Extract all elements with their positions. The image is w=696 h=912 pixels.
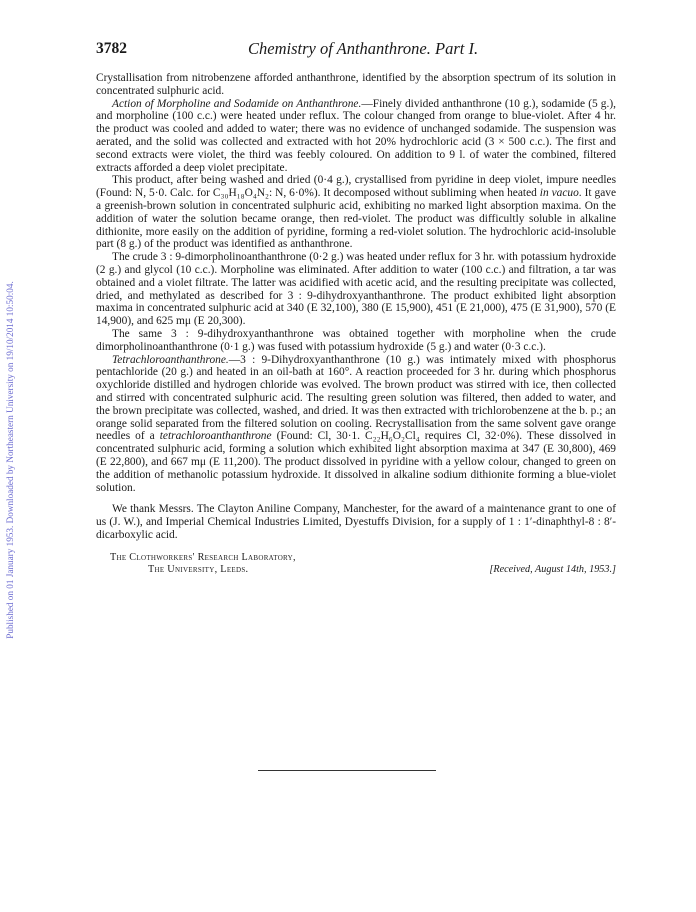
acknowledgements: We thank Messrs. The Clayton Aniline Company, Manchester, for the award of a maintenance grant to one of us (J. W.), and Imperial Chemical Industries Limited, Dyestuffs Division, for a supply of 1 : 1′-dinaphthyl-8 : 8′-dicarboxylic acid. [96, 503, 616, 541]
journal-page [96, 40, 616, 582]
paragraph-morpholine-sodamide [96, 98, 616, 175]
running-title: Chemistry of Anthanthrone. Part I. [248, 39, 479, 58]
received-date: [Received, August 14th, 1953.] [489, 563, 616, 575]
paragraph-tetrachloro [96, 354, 616, 495]
paragraph-crystallisation: Crystallisation from nitrobenzene afforded anthanthrone, identified by the absorption spectrum of its solution in concentrated sulphuric acid. [96, 72, 616, 97]
paragraph-dihydroxy: The same 3 : 9-dihydroxyanthanthrone was obtained together with morpholine when the crude dimorpholinoanthanthrone (0·1 g.) was fused with potassium hydroxide (5 g.) and water (0·3 c.c.). [96, 327, 616, 353]
laboratory-name: The Clothworkers' Research Laboratory, [110, 551, 296, 563]
university-name: The University, Leeds. [148, 563, 249, 575]
download-watermark [2, 170, 18, 750]
watermark-text: Published on 01 January 1953. Downloaded by Northeastern University on 19/10/2014 10:50:04. [5, 281, 15, 639]
page-number: 3782 [96, 40, 127, 57]
paragraph-product-washed [96, 174, 616, 251]
paragraph-text: This product, after being washed and dried (0·4 g.), crystallised from pyridine in deep violet, impure needles (Found: N, 5·0. Calc. for C₃₀H₁₈O₄N₂: N, 6·0%). It decomposed without subliming when heated [96, 174, 616, 200]
paragraph-crude-dimorpholino: The crude 3 : 9-dimorpholinoanthanthrone (0·2 g.) was heated under reflux for 3 hr. with potassium hydroxide (2 g.) and glycol (10 c.c.). Morpholine was eliminated. After addition to water (100 c.c.) and filtration, a tar was obtained and a violet filtrate. The latter was acidified with acetic acid, and the resulting precipitate was collected, dried, and methylated as described for 3 : 9-dihydroxyanthanthrone. The product exhibited light absorption maxima in concentrated sulphuric acid at 340 (E 32,100), 380 (E 15,900), 451 (E 21,000), 475 (E 31,900), 570 (E 14,900), and 625 mμ (E 20,300). [96, 251, 616, 328]
page-header [96, 40, 616, 62]
affiliation-block [96, 552, 616, 582]
paragraph-text: (Found: Cl, 30·1. C₂₂H₆O₂Cl₄ requires Cl, 32·0%). These dissolved in concentrated sulphuric acid, forming a solution which exhibited light absorption maxima at 347 (E 30,800), 469 (E 22,800), and 667 mμ (E 11,200). The product dissolved in pyridine with a yellow colour, changed to green on the addition of methanolic potassium hydroxide. It dissolved in alkaline sodium dithionite forming a blue-violet solution. [96, 430, 616, 494]
paragraph-text: —Finely divided anthanthrone (10 g.), sodamide (5 g.), and morpholine (100 c.c.) were heated under reflux. The colour changed from orange to blue-violet. After 4 hr. the product was cooled and added to water; there was no evidence of unchanged sodamide. The suspension was aerated, and the solid was collected and extracted with hot 20% hydrochloric acid (3 × 500 c.c.). The first and second extracts were violet, the third was feebly coloured. On addition to 9 l. of water the combined, filtered extracts afforded a deep violet precipitate. [96, 97, 616, 174]
italic-term: tetrachloroanthanthrone [159, 430, 272, 443]
paragraph-text: —3 : 9-Dihydroxyanthanthrone (10 g.) was intimately mixed with phosphorus pentachloride (20 g.) and heated in an oil-bath at 160°. A reaction proceeded for 3 hr. during which phosphorus oxychloride distilled and hydrogen chloride was evolved. The brown product was stirred with ice, then collected and stirred with concentrated sulphuric acid. The resulting green solution was filtered, then added to water, and the brown precipitate was collected, washed, and dried. It was then extracted with trichlorobenzene at the b. p.; an orange solid separated from the filtered solution on cooling. Recrystallisation from the same solvent gave orange needles of a [96, 353, 616, 443]
italic-term: in vacuo [539, 187, 579, 200]
section-heading-morpholine: Action of Morpholine and Sodamide on Anthanthrone. [112, 97, 362, 110]
section-heading-tetrachloro: Tetrachloroanthanthrone. [112, 353, 229, 366]
end-rule [258, 770, 436, 771]
paragraph-text: . It gave a greenish-brown solution in concentrated sulphuric acid, exhibiting no marked light absorption maxima. On the addition of water the solution became orange, then red-violet. The product was difficultly soluble in alkaline dithionite, more easily on the addition of pyridine, forming a red-violet solution. The hydrochloric acid-insoluble part (8 g.) of the product was identified as anthanthrone. [96, 187, 617, 251]
